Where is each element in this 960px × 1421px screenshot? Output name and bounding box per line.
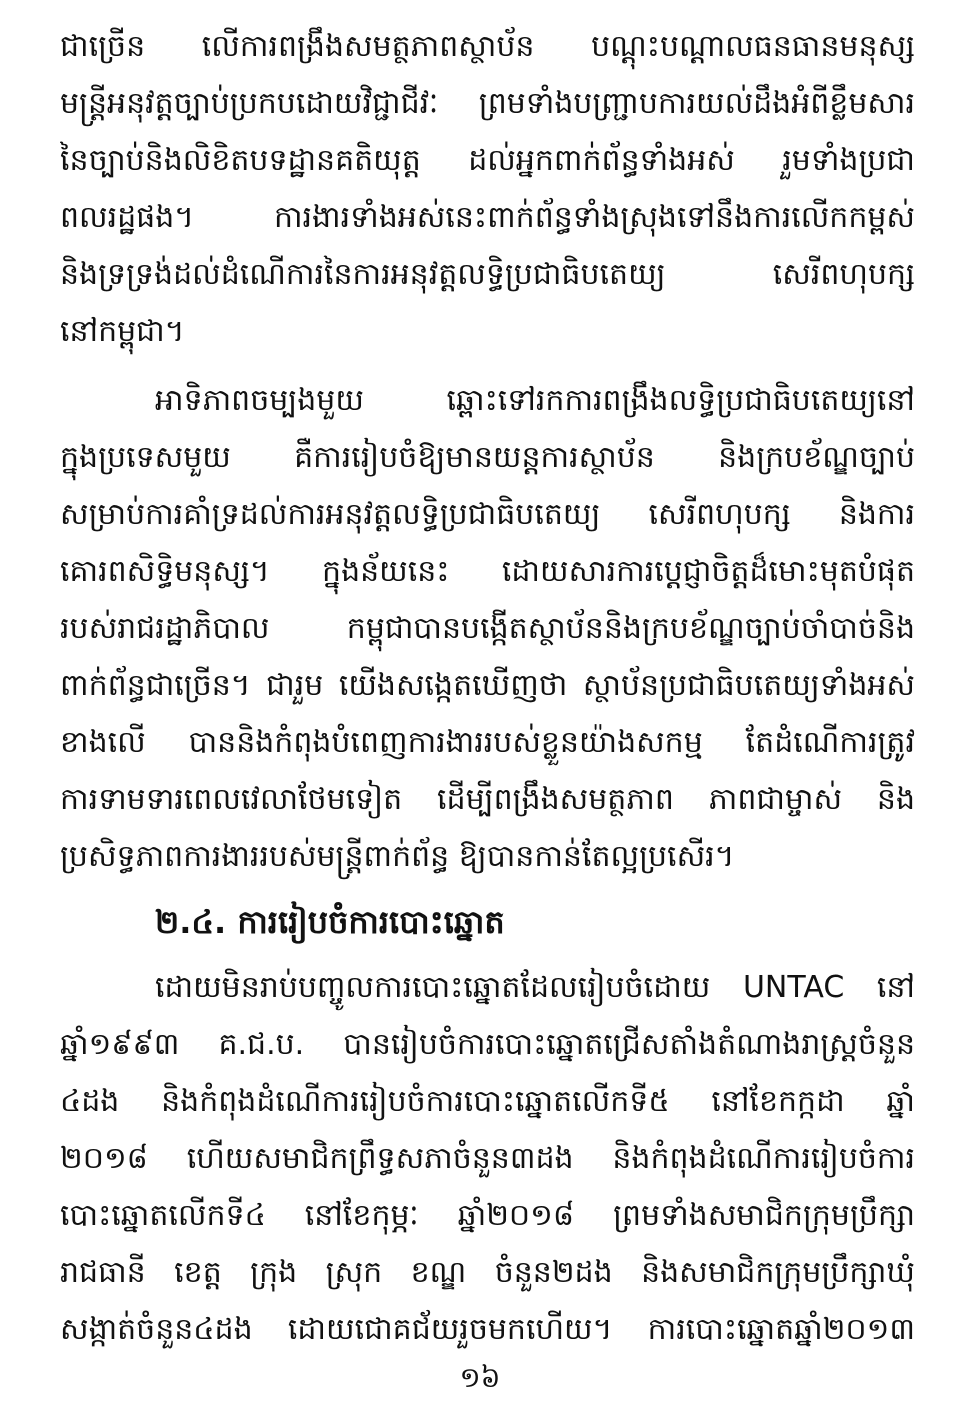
text-line: សង្កាត់ចំនួន៤ដង ដោយជោគជ័យរួចមកហើយ។ ការបោះឆ្នោតឆ្នាំ២០១៣	[60, 1312, 915, 1347]
text-line: ការទាមទារពេលវេលាថែមទៀត ដើម្បីពង្រឹងសមត្ថភាព ភាពជាម្ចាស់ និង	[60, 782, 915, 817]
section-heading: ២.៤. ការរៀបចំការបោះឆ្នោត	[155, 903, 505, 941]
text-line: ២០១៨ ហើយសមាជិកព្រឹទ្ធសភាចំនួន៣ដង និងកំពុងដំណើការរៀបចំការ	[60, 1141, 915, 1176]
text-line: ក្នុងប្រទេសមួយ គឺការរៀបចំឱ្យមានយន្តការស្ថាប័ន និងក្របខ័ណ្ឌច្បាប់	[60, 440, 915, 475]
text-line: ពាក់ព័ន្ធជាច្រើន។ ជារួម យើងសង្កេតឃើញថា ស្ថាប័នប្រជាធិបតេយ្យទាំងអស់	[60, 668, 915, 703]
paragraph-3	[60, 959, 915, 1358]
text-line: ជាច្រើន លើការពង្រឹងសមត្ថភាពស្ថាប័ន បណ្ដុះបណ្ដាលធនធានមនុស្ស	[60, 29, 915, 64]
text-line: នៅកម្ពុជា។	[60, 314, 185, 349]
text-line: ដោយមិនរាប់បញ្ចូលការបោះឆ្នោតដែលរៀបចំដោយ UNTAC នៅ	[155, 970, 915, 1005]
paragraph-2	[60, 372, 915, 885]
text-line: រាជធានី ខេត្ត ក្រុង ស្រុក ខណ្ឌ ចំនួន២ដង និងសមាជិកក្រុមប្រឹក្សាឃុំ	[60, 1255, 915, 1290]
text-line: ប្រសិទ្ធភាពការងាររបស់មន្ត្រីពាក់ព័ន្ធ ឱ្យបានកាន់តែល្អប្រសើរ។	[60, 839, 735, 874]
text-line: ពលរដ្ឋផង។ ការងារទាំងអស់នេះពាក់ព័ន្ធទាំងស្រុងទៅនឹងការលើកកម្ពស់	[60, 200, 915, 235]
document-page	[60, 18, 915, 1358]
paragraph-1	[60, 18, 915, 360]
text-line: និងទ្រទ្រង់ដល់ដំណើការនៃការអនុវត្តលទ្ធិប្រជាធិបតេយ្យ សេរីពហុបក្ស	[60, 257, 915, 292]
text-line: បោះឆ្នោតលើកទី៤ នៅខែកុម្ភៈ ឆ្នាំ២០១៨ ព្រមទាំងសមាជិកក្រុមប្រឹក្សា	[60, 1198, 915, 1233]
text-line: របស់រាជរដ្ឋាភិបាល កម្ពុជាបានបង្កើតស្ថាប័ននិងក្របខ័ណ្ឌច្បាប់ចាំបាច់និង	[60, 611, 915, 646]
text-line: អាទិភាពចម្បងមួយ ឆ្ពោះទៅរកការពង្រឹងលទ្ធិប្រជាធិបតេយ្យនៅ	[155, 383, 915, 418]
page-number: ១៦	[459, 1361, 501, 1394]
text-line: ឆ្នាំ១៩៩៣ គ.ជ.ប. បានរៀបចំការបោះឆ្នោតជ្រើសតាំងតំណាងរាស្ត្រចំនួន	[60, 1027, 915, 1062]
text-line: សម្រាប់ការគាំទ្រដល់ការអនុវត្តលទ្ធិប្រជាធិបតេយ្យ សេរីពហុបក្ស និងការ	[60, 497, 915, 532]
text-line: ៤ដង និងកំពុងដំណើការរៀបចំការបោះឆ្នោតលើកទី៥ នៅខែកក្កដា ឆ្នាំ	[60, 1084, 915, 1119]
text-line: មន្ត្រីអនុវត្តច្បាប់ប្រកបដោយវិជ្ជាជីវៈ ព្រមទាំងបញ្ជ្រាបការយល់ដឹងអំពីខ្លឹមសារ	[60, 86, 915, 121]
paragraph-spacer	[60, 360, 915, 372]
text-line: គោរពសិទ្ធិមនុស្ស។ ក្នុងន័យនេះ ដោយសារការប្ដេជ្ញាចិត្តដ៏មោះមុតបំផុត	[60, 554, 915, 589]
text-line: ខាងលើ បាននិងកំពុងបំពេញការងាររបស់ខ្លួនយ៉ាងសកម្ម តែដំណើការត្រូវ	[60, 725, 915, 760]
text-line: នៃច្បាប់និងលិខិតបទដ្ឋានគតិយុត្ត ដល់អ្នកពាក់ព័ន្ធទាំងអស់ រួមទាំងប្រជា	[60, 143, 915, 178]
